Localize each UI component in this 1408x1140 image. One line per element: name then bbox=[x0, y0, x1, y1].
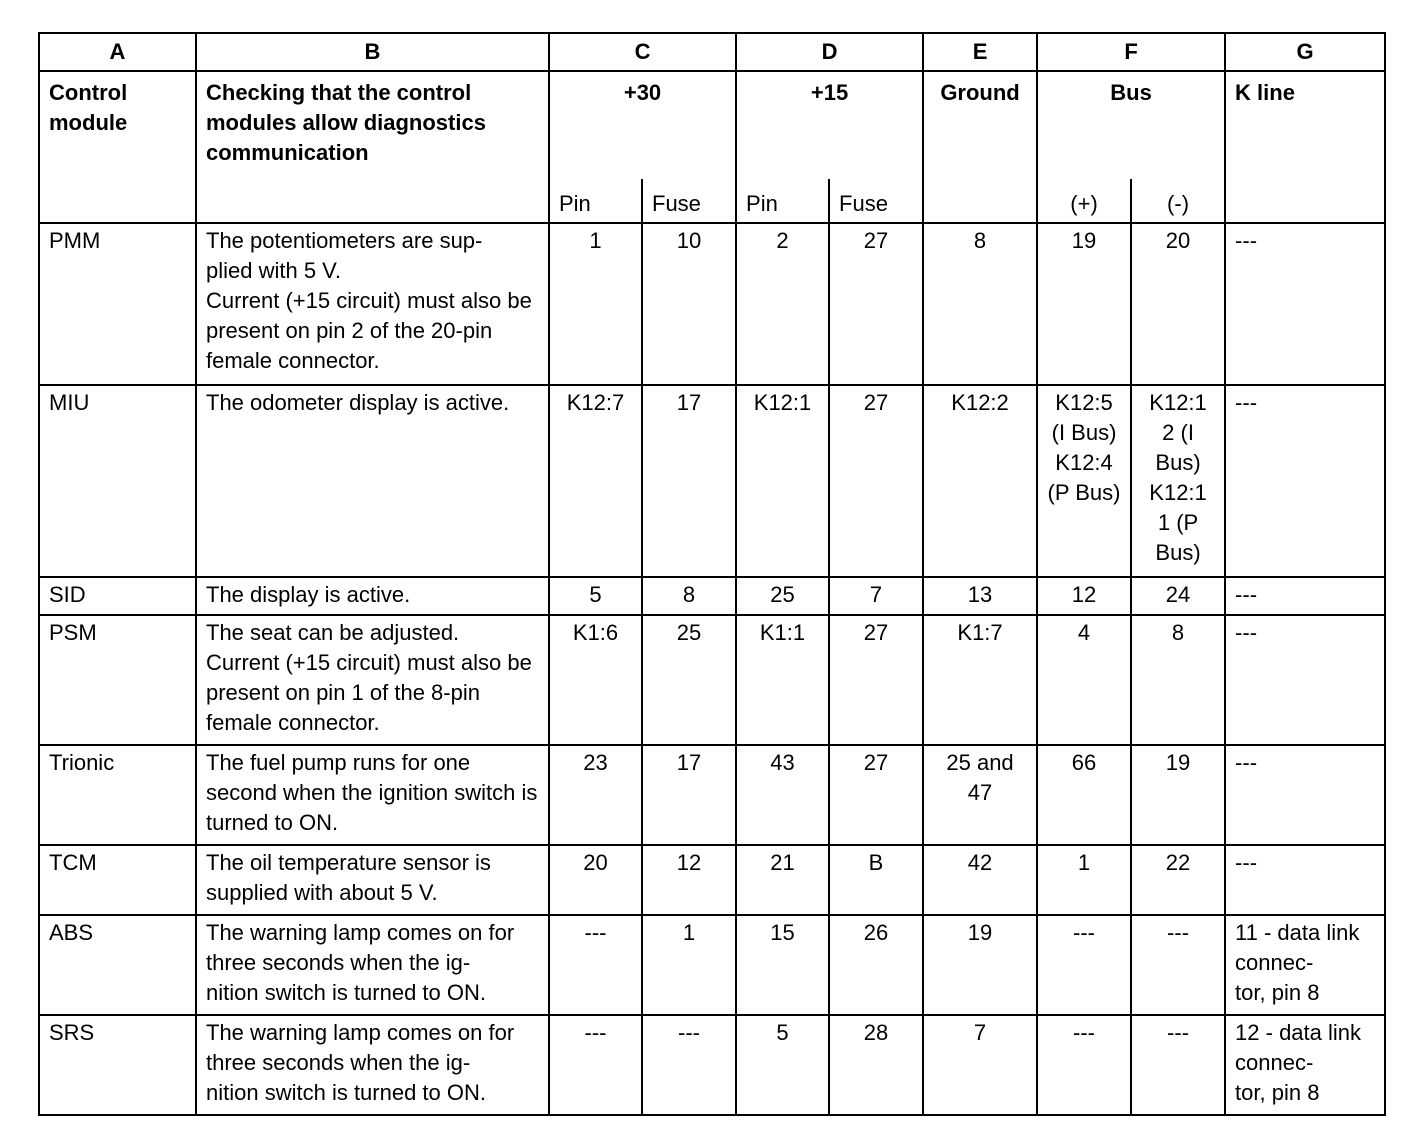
bus-plus-cell: 4 bbox=[1037, 615, 1131, 745]
c-pin-cell: 20 bbox=[549, 845, 642, 915]
column-letter-b: B bbox=[196, 33, 549, 71]
ground-cell: K1:7 bbox=[923, 615, 1037, 745]
k-line-cell: --- bbox=[1225, 577, 1385, 615]
module-cell: PMM bbox=[39, 223, 196, 385]
header-d-pin: Pin bbox=[736, 179, 829, 223]
bus-minus-cell: --- bbox=[1131, 915, 1225, 1015]
k-line-cell: --- bbox=[1225, 615, 1385, 745]
bus-minus-cell: 8 bbox=[1131, 615, 1225, 745]
d-fuse-cell: 28 bbox=[829, 1015, 923, 1115]
header-k-line: K line bbox=[1225, 71, 1385, 223]
table-row bbox=[39, 915, 1385, 1015]
c-pin-cell: --- bbox=[549, 1015, 642, 1115]
bus-plus-cell: --- bbox=[1037, 1015, 1131, 1115]
k-line-cell: --- bbox=[1225, 845, 1385, 915]
module-cell: SRS bbox=[39, 1015, 196, 1115]
header-bus: Bus bbox=[1037, 71, 1225, 179]
table-row bbox=[39, 385, 1385, 577]
d-pin-cell: 43 bbox=[736, 745, 829, 845]
module-cell: ABS bbox=[39, 915, 196, 1015]
ground-cell: 19 bbox=[923, 915, 1037, 1015]
c-fuse-cell: --- bbox=[642, 1015, 736, 1115]
check-cell: The odometer display is active. bbox=[196, 385, 549, 577]
d-fuse-cell: B bbox=[829, 845, 923, 915]
d-pin-cell: 15 bbox=[736, 915, 829, 1015]
k-line-cell: --- bbox=[1225, 385, 1385, 577]
diagnostics-table bbox=[38, 32, 1386, 1116]
d-fuse-cell: 26 bbox=[829, 915, 923, 1015]
d-pin-cell: 2 bbox=[736, 223, 829, 385]
bus-plus-cell: --- bbox=[1037, 915, 1131, 1015]
header-ground: Ground bbox=[923, 71, 1037, 223]
c-pin-cell: --- bbox=[549, 915, 642, 1015]
module-cell: PSM bbox=[39, 615, 196, 745]
bus-minus-cell: 24 bbox=[1131, 577, 1225, 615]
ground-cell: 8 bbox=[923, 223, 1037, 385]
table-row bbox=[39, 615, 1385, 745]
d-fuse-cell: 27 bbox=[829, 615, 923, 745]
header-bus-plus: (+) bbox=[1037, 179, 1131, 223]
check-cell: The seat can be adjusted. Current (+15 circuit) must also be present on pin 1 of the 8-pin female connector. bbox=[196, 615, 549, 745]
bus-minus-cell: 19 bbox=[1131, 745, 1225, 845]
bus-plus-cell: 19 bbox=[1037, 223, 1131, 385]
table-row bbox=[39, 577, 1385, 615]
d-pin-cell: 5 bbox=[736, 1015, 829, 1115]
ground-cell: K12:2 bbox=[923, 385, 1037, 577]
header-plus15: +15 bbox=[736, 71, 923, 179]
header-c-fuse: Fuse bbox=[642, 179, 736, 223]
k-line-cell: --- bbox=[1225, 223, 1385, 385]
k-line-cell: --- bbox=[1225, 745, 1385, 845]
bus-plus-cell: 12 bbox=[1037, 577, 1131, 615]
module-cell: MIU bbox=[39, 385, 196, 577]
header-control-module: Control module bbox=[39, 71, 196, 223]
module-cell: SID bbox=[39, 577, 196, 615]
bus-minus-cell: 22 bbox=[1131, 845, 1225, 915]
column-letter-c: C bbox=[549, 33, 736, 71]
column-letter-f: F bbox=[1037, 33, 1225, 71]
d-fuse-cell: 27 bbox=[829, 745, 923, 845]
column-letter-a: A bbox=[39, 33, 196, 71]
table-row bbox=[39, 745, 1385, 845]
d-pin-cell: K12:1 bbox=[736, 385, 829, 577]
module-cell: TCM bbox=[39, 845, 196, 915]
d-pin-cell: K1:1 bbox=[736, 615, 829, 745]
column-title-row bbox=[39, 71, 1385, 179]
c-pin-cell: 1 bbox=[549, 223, 642, 385]
ground-cell: 42 bbox=[923, 845, 1037, 915]
k-line-cell: 12 - data link connec- tor, pin 8 bbox=[1225, 1015, 1385, 1115]
c-fuse-cell: 12 bbox=[642, 845, 736, 915]
d-pin-cell: 25 bbox=[736, 577, 829, 615]
bus-minus-cell: 20 bbox=[1131, 223, 1225, 385]
bus-plus-cell: 66 bbox=[1037, 745, 1131, 845]
c-pin-cell: K12:7 bbox=[549, 385, 642, 577]
c-pin-cell: K1:6 bbox=[549, 615, 642, 745]
ground-cell: 13 bbox=[923, 577, 1037, 615]
module-cell: Trionic bbox=[39, 745, 196, 845]
table-row bbox=[39, 223, 1385, 385]
bus-minus-cell: --- bbox=[1131, 1015, 1225, 1115]
c-fuse-cell: 10 bbox=[642, 223, 736, 385]
check-cell: The potentiometers are sup- plied with 5 V. Current (+15 circuit) must also be present on pin 2 of the 20-pin female connector. bbox=[196, 223, 549, 385]
table-row bbox=[39, 1015, 1385, 1115]
table-row bbox=[39, 845, 1385, 915]
ground-cell: 7 bbox=[923, 1015, 1037, 1115]
bus-plus-cell: 1 bbox=[1037, 845, 1131, 915]
header-d-fuse: Fuse bbox=[829, 179, 923, 223]
c-fuse-cell: 17 bbox=[642, 385, 736, 577]
d-fuse-cell: 27 bbox=[829, 385, 923, 577]
bus-minus-cell: K12:1 2 (I Bus) K12:1 1 (P Bus) bbox=[1131, 385, 1225, 577]
ground-cell: 25 and 47 bbox=[923, 745, 1037, 845]
c-fuse-cell: 1 bbox=[642, 915, 736, 1015]
header-checking: Checking that the control modules allow diagnostics communication bbox=[196, 71, 549, 223]
check-cell: The warning lamp comes on for three seconds when the ig- nition switch is turned to ON. bbox=[196, 915, 549, 1015]
c-pin-cell: 23 bbox=[549, 745, 642, 845]
column-letter-g: G bbox=[1225, 33, 1385, 71]
c-fuse-cell: 8 bbox=[642, 577, 736, 615]
c-fuse-cell: 17 bbox=[642, 745, 736, 845]
check-cell: The fuel pump runs for one second when the ignition switch is turned to ON. bbox=[196, 745, 549, 845]
check-cell: The warning lamp comes on for three seconds when the ig- nition switch is turned to ON. bbox=[196, 1015, 549, 1115]
d-pin-cell: 21 bbox=[736, 845, 829, 915]
column-letter-e: E bbox=[923, 33, 1037, 71]
d-fuse-cell: 27 bbox=[829, 223, 923, 385]
header-plus30: +30 bbox=[549, 71, 736, 179]
check-cell: The display is active. bbox=[196, 577, 549, 615]
c-pin-cell: 5 bbox=[549, 577, 642, 615]
bus-plus-cell: K12:5 (I Bus) K12:4 (P Bus) bbox=[1037, 385, 1131, 577]
header-bus-minus: (-) bbox=[1131, 179, 1225, 223]
c-fuse-cell: 25 bbox=[642, 615, 736, 745]
k-line-cell: 11 - data link connec- tor, pin 8 bbox=[1225, 915, 1385, 1015]
d-fuse-cell: 7 bbox=[829, 577, 923, 615]
check-cell: The oil temperature sensor is supplied with about 5 V. bbox=[196, 845, 549, 915]
header-c-pin: Pin bbox=[549, 179, 642, 223]
column-letter-row bbox=[39, 33, 1385, 71]
column-letter-d: D bbox=[736, 33, 923, 71]
